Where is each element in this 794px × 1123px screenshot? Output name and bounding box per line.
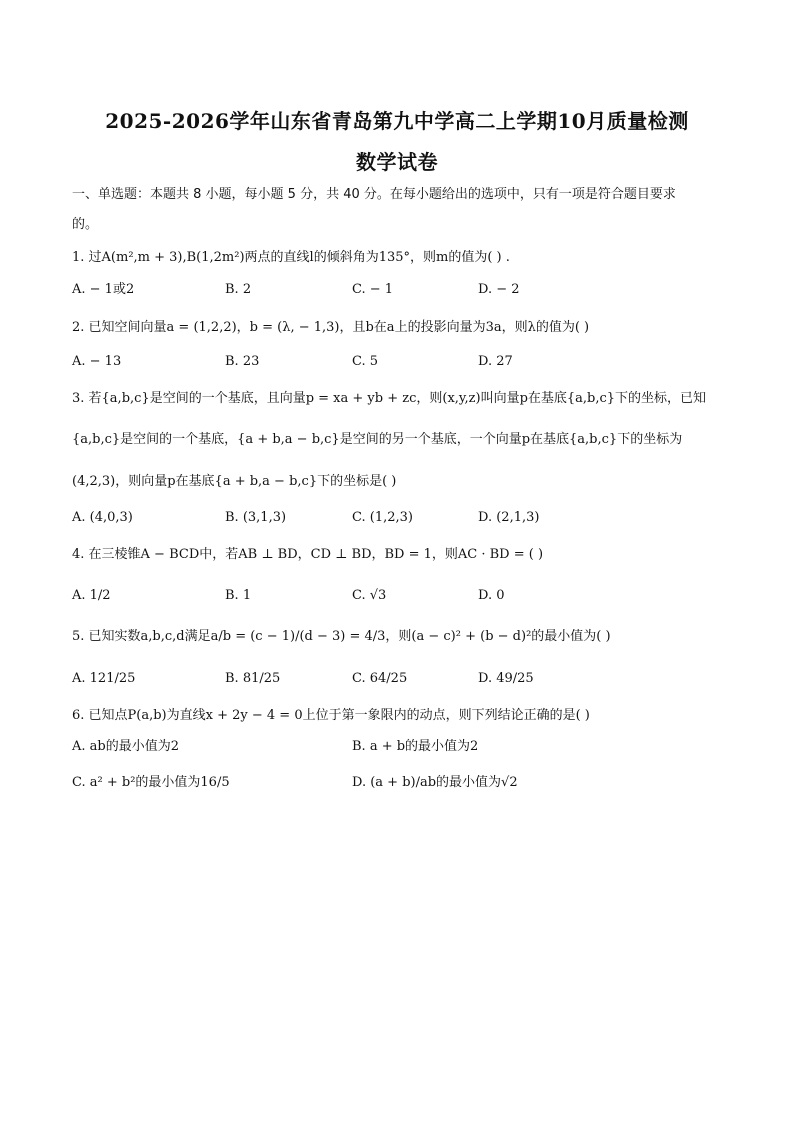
question-5-option-c: C. 64/25: [352, 671, 408, 686]
question-3-option-d: D. (2,1,3): [478, 510, 540, 525]
question-3-stem-line3: (4,2,3)，则向量p在基底{a + b,a − b,c}下的坐标是( ): [72, 474, 397, 489]
question-2-option-d: D. 27: [478, 354, 513, 369]
section-instructions: 一、单选题：本题共 8 小题，每小题 5 分，共 40 分。在每小题给出的选项中，只有一项是符合题目要求: [72, 187, 676, 202]
question-5-stem: 5. 已知实数a,b,c,d满足a/b = (c − 1)/(d − 3) = 4/3，则(a − c)² + (b − d)²的最小值为( ): [72, 629, 611, 644]
question-1-option-c: C. − 1: [352, 282, 394, 297]
question-5-option-a: A. 121/25: [72, 671, 136, 686]
question-4-option-a: A. 1/2: [72, 588, 111, 603]
exam-subtitle: 数学试卷: [356, 150, 438, 174]
question-3-option-b: B. (3,1,3): [225, 510, 287, 525]
question-4-stem: 4. 在三棱锥A − BCD中，若AB ⊥ BD，CD ⊥ BD，BD = 1，则AC · BD = ( ): [72, 547, 544, 562]
question-3-option-a: A. (4,0,3): [72, 510, 133, 525]
question-1-option-d: D. − 2: [478, 282, 520, 297]
question-1-option-b: B. 2: [225, 282, 252, 297]
question-1-stem: 1. 过A(m²,m + 3),B(1,2m²)两点的直线l的倾斜角为135°，则m的值为( ) .: [72, 250, 510, 265]
question-4-option-d: D. 0: [478, 588, 505, 603]
question-6-option-a: A. ab的最小值为2: [72, 739, 179, 754]
question-4-option-b: B. 1: [225, 588, 252, 603]
section-instructions-cont: 的。: [72, 217, 99, 232]
question-3-stem-line1: 3. 若{a,b,c}是空间的一个基底，且向量p = xa + yb + zc，则(x,y,z)叫向量p在基底{a,b,c}下的坐标，已知: [72, 391, 707, 406]
question-5-option-b: B. 81/25: [225, 671, 281, 686]
question-5-option-d: D. 49/25: [478, 671, 534, 686]
question-2-stem: 2. 已知空间向量a = (1,2,2)，b = (λ, − 1,3)，且b在a上的投影向量为3a，则λ的值为( ): [72, 320, 590, 335]
question-2-option-c: C. 5: [352, 354, 379, 369]
question-6-option-d: D. (a + b)/ab的最小值为√2: [352, 775, 518, 790]
question-6-option-c: C. a² + b²的最小值为16/5: [72, 775, 230, 790]
question-3-stem-line2: {a,b,c}是空间的一个基底，{a + b,a − b,c}是空间的另一个基底，一个向量p在基底{a,b,c}下的坐标为: [72, 432, 683, 447]
exam-title: 2025-2026学年山东省青岛第九中学高二上学期10月质量检测: [105, 109, 689, 133]
question-2-option-a: A. − 13: [72, 354, 122, 369]
question-2-option-b: B. 23: [225, 354, 260, 369]
question-6-stem: 6. 已知点P(a,b)为直线x + 2y − 4 = 0上位于第一象限内的动点，则下列结论正确的是( ): [72, 708, 590, 723]
question-1-option-a: A. − 1或2: [72, 282, 135, 297]
question-3-option-c: C. (1,2,3): [352, 510, 413, 525]
question-6-option-b: B. a + b的最小值为2: [352, 739, 479, 754]
question-4-option-c: C. √3: [352, 588, 387, 603]
